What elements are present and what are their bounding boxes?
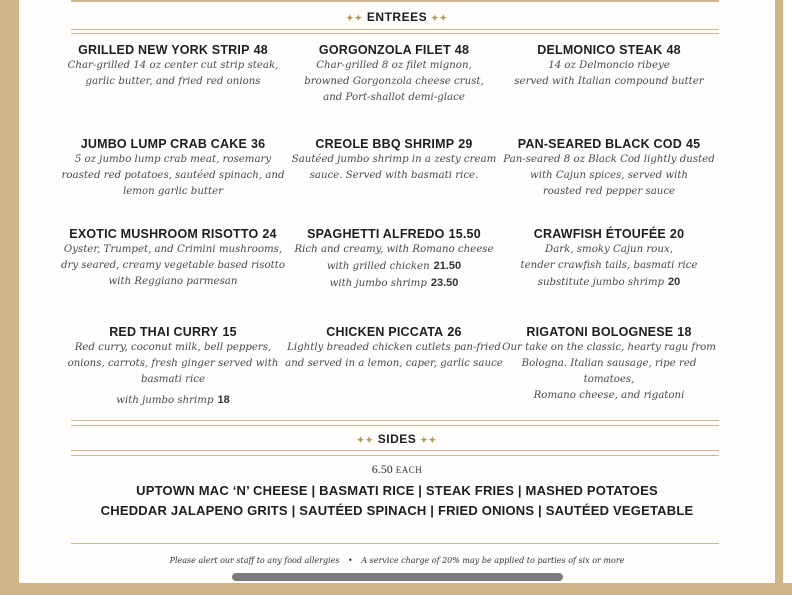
item-price: 18 [677, 325, 692, 339]
description-line: garlic butter, and fried red onions [85, 76, 261, 87]
menu-frame-right [775, 0, 783, 595]
sides-line-2: CHEDDAR JALAPENO GRITS | SAUTÉED SPINACH | FRIED ONIONS | SAUTÉED VEGETABLE [100, 503, 694, 518]
description-line: Bologna. Italian sausage, ripe red tomatoes, [521, 358, 697, 385]
description-line: Rich and creamy, with Romano cheese [294, 244, 494, 255]
divider [71, 33, 719, 34]
menu-item-description [61, 58, 285, 90]
menu-item [282, 325, 506, 372]
item-price: 15 [222, 325, 237, 339]
menu-item [282, 227, 506, 292]
item-title: CRAWFISH ÉTOUFÉE [533, 227, 666, 241]
item-title: RIGATONI BOLOGNESE [526, 325, 674, 339]
item-price: 15.50 [448, 227, 481, 241]
menu-item-description [497, 242, 721, 291]
menu-item-name [61, 137, 285, 151]
divider [71, 543, 719, 544]
item-title: CHICKEN PICCATA [326, 325, 444, 339]
menu-item-description [497, 58, 721, 90]
menu-item [61, 43, 285, 90]
divider [71, 29, 719, 30]
addon-label: with jumbo shrimp [116, 395, 214, 406]
menu-item [61, 227, 285, 290]
divider [71, 455, 719, 456]
item-title: EXOTIC MUSHROOM RISOTTO [69, 227, 259, 241]
sides-line-1: UPTOWN MAC ‘N’ CHEESE | BASMATI RICE | STEAK FRIES | MASHED POTATOES [136, 483, 658, 498]
item-title: GRILLED NEW YORK STRIP [78, 43, 250, 57]
menu-item [497, 325, 721, 404]
ornament-icon: ✦✦ [345, 13, 364, 23]
menu-item [497, 137, 721, 200]
item-price: 29 [458, 137, 473, 151]
description-line: Lightly breaded chicken cutlets pan-fried [287, 342, 501, 353]
addon-price: 21.50 [433, 260, 462, 272]
description-line: Sautéed jumbo shrimp in a zesty cream [291, 154, 497, 165]
addon-price: 23.50 [430, 277, 459, 289]
item-title: RED THAI CURRY [109, 325, 219, 339]
menu-frame-left [0, 0, 19, 595]
divider [71, 450, 719, 451]
description-line: lemon garlic butter [123, 186, 223, 197]
menu-item-description [282, 152, 506, 184]
description-line: Red curry, coconut milk, bell peppers, [74, 342, 272, 353]
item-title: JUMBO LUMP CRAB CAKE [80, 137, 247, 151]
menu-item-description [497, 340, 721, 404]
description-line: Oyster, Trumpet, and Crimini mushrooms, [63, 244, 283, 255]
description-line: with Cajun spices, served with [529, 170, 688, 181]
menu-item-description [61, 340, 285, 388]
item-price: 26 [447, 325, 462, 339]
description-line: with Reggiano parmesan [108, 276, 238, 287]
item-title: GORGONZOLA FILET [318, 43, 451, 57]
menu-item-description [497, 152, 721, 200]
item-price: 36 [250, 137, 266, 151]
description-line: sauce. Served with basmati rice. [309, 170, 479, 181]
divider [71, 420, 719, 421]
description-line: Romano cheese, and rigatoni [533, 390, 685, 401]
menu-item-name [282, 325, 506, 339]
description-line: Pan-seared 8 oz Black Cod lightly dusted [503, 154, 715, 165]
menu-item-description [282, 58, 506, 106]
menu-item-description [61, 152, 285, 200]
menu-item-name [282, 137, 506, 151]
menu-item [61, 325, 285, 406]
sides-heading: ✦✦ SIDES ✦✦ [356, 432, 438, 446]
addon-line [282, 258, 506, 275]
description-line: Our take on the classic, hearty ragu from [502, 342, 716, 353]
divider [71, 0, 719, 2]
ornament-icon: ✦✦ [420, 435, 438, 445]
description-line: browned Gorgonzola cheese crust, [304, 76, 484, 87]
addon-label: with jumbo shrimp [329, 278, 427, 289]
addon-line [61, 394, 285, 406]
menu-item [61, 137, 285, 200]
divider [71, 425, 719, 426]
sides-price: 6.50 EACH [371, 462, 423, 476]
description-line: Char-grilled 14 oz center cut strip steak, [67, 60, 279, 71]
footer-note: Please alert our staff to any food allergies • A service charge of 20% may be applied to parties of six or more [169, 556, 625, 565]
menu-frame-bottom [0, 583, 792, 595]
description-line: tender crawfish tails, basmati rice [520, 260, 698, 271]
menu-item-name [282, 227, 506, 241]
menu-item-name [282, 43, 506, 57]
menu-item-name [61, 325, 285, 339]
menu-item [282, 43, 506, 106]
item-price: 48 [666, 43, 681, 57]
menu-item-name [497, 227, 721, 241]
item-title: DELMONICO STEAK [537, 43, 663, 57]
ornament-icon: ✦✦ [356, 435, 374, 445]
entrees-heading: ✦✦ ENTREES ✦✦ [345, 10, 449, 24]
description-line: 5 oz jumbo lump crab meat, rosemary [74, 154, 272, 165]
menu-item [497, 43, 721, 90]
description-line: Char-grilled 8 oz filet mignon, [316, 60, 472, 71]
menu-item-name [497, 43, 721, 57]
addon-price: 20 [668, 276, 681, 288]
description-line: served with Italian compound butter [514, 76, 704, 87]
addon-price: 18 [217, 394, 230, 406]
description-line: roasted red potatoes, sautéed spinach, and [61, 170, 285, 181]
menu-item [282, 137, 506, 184]
description-line: basmati rice [140, 374, 205, 385]
description-line: roasted red pepper sauce [542, 186, 676, 197]
description-line: onions, carrots, fresh ginger served with [67, 358, 279, 369]
item-title: CREOLE BBQ SHRIMP [315, 137, 455, 151]
menu-item-name [497, 325, 721, 339]
item-title: SPAGHETTI ALFREDO [307, 227, 445, 241]
description-line: and served in a lemon, caper, garlic sauce [285, 358, 503, 369]
menu-item-description [282, 340, 506, 372]
menu-item [497, 227, 721, 291]
addon-label: with grilled chicken [326, 261, 430, 272]
addon-line [282, 275, 506, 292]
ornament-icon: ✦✦ [430, 13, 449, 23]
menu-item-description [61, 242, 285, 290]
item-price: 48 [454, 43, 470, 57]
menu-item-name [61, 43, 285, 57]
item-price: 48 [253, 43, 268, 57]
addon-line [497, 274, 721, 291]
item-title: PAN-SEARED BLACK COD [517, 137, 682, 151]
description-line: 14 oz Delmoncio ribeye [548, 60, 670, 71]
description-line: and Port-shallot demi-glace [323, 92, 465, 103]
horizontal-scrollbar[interactable] [232, 573, 563, 581]
description-line: dry seared, creamy vegetable based risotto [61, 260, 285, 271]
item-price: 45 [685, 137, 701, 151]
item-price: 20 [669, 227, 685, 241]
item-price: 24 [262, 227, 277, 241]
description-line: Dark, smoky Cajun roux, [545, 244, 673, 255]
menu-item-name [497, 137, 721, 151]
addon-label: substitute jumbo shrimp [537, 277, 665, 288]
menu-item-name [61, 227, 285, 241]
menu-page [19, 0, 775, 583]
menu-item-description [282, 242, 506, 292]
